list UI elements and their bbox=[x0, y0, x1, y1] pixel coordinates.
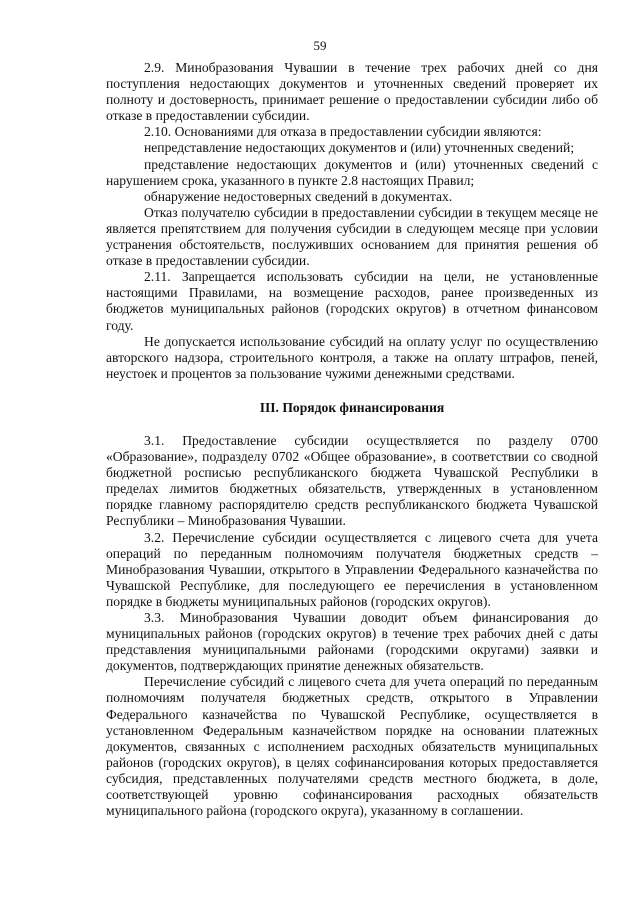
paragraph-prohibition: Не допускается использование субсидий на оплату услуг по осуществлению авторского надзора, строительного контроля, а также на оплату штрафов, пеней, неустоек и процентов за пользование чужими денежными средствами. bbox=[106, 333, 598, 381]
paragraph-3-3: 3.3. Минобразования Чувашии доводит объем финансирования до муниципальных районов (городских округов) в течение трех рабочих дней с даты представления муниципальными районами (городскими округами) заявки и документов, подтверждающих принятие денежных обязательств. bbox=[106, 610, 598, 674]
paragraph-2-9: 2.9. Минобразования Чувашии в течение трех рабочих дней со дня поступления недостающих документов и уточненных сведений проверяет их полноту и достоверность, принимает решение о предоставлении субсидии либо об отказе в предоставлении субсидии. bbox=[106, 60, 598, 124]
paragraph-transfer: Перечисление субсидий с лицевого счета для учета операций по переданным полномочиям получателя бюджетных средств, открытого в Управлении Федерального казначейства по Чувашской Республике, осуществляется в установленном Федеральным казначейством порядке на основании платежных документов, связанных с исполнением расходных обязательств муниципальных районов (городских округов), в целях софинансирования которых предоставляется субсидия, представленных получателями средств местного бюджета, в доле, соответствующей уровню софинансирования расходных обязательств муниципального района (городского округа), указанному в соглашении. bbox=[106, 674, 598, 819]
paragraph-2-11: 2.11. Запрещается использовать субсидии на цели, не установленные настоящими Правилами, на возмещение расходов, ранее произведенных из бюджетов муниципальных районов (городских округов) в отчетном финансовом году. bbox=[106, 269, 598, 333]
paragraph-2-10: 2.10. Основаниями для отказа в предоставлении субсидии являются: bbox=[144, 124, 542, 140]
paragraph-refusal-ground-3: обнаружение недостоверных сведений в документах. bbox=[144, 188, 453, 204]
page-number: 59 bbox=[313, 38, 327, 53]
paragraph-refusal-ground-1: непредставление недостающих документов и (или) уточненных сведений; bbox=[144, 140, 575, 156]
paragraph-3-1: 3.1. Предоставление субсидии осуществляется по разделу 0700 «Образование», подразделу 0702 «Общее образование», в соответствии со сводной бюджетной росписью республиканского бюджета Чувашской Республики в пределах лимитов бюджетных обязательств, утвержденных в установленном порядке главному распорядителю средств республиканского бюджета Чувашской Республики – Минобразования Чувашии. bbox=[106, 432, 598, 529]
paragraph-3-2: 3.2. Перечисление субсидии осуществляется с лицевого счета для учета операций по переданным полномочиям получателя бюджетных средств – Минобразования Чувашии, открытого в Управлении Федерального казначейства по Чувашской Республике, для последующего ее перечисления в установленном порядке в бюджеты муниципальных районов (городских округов). bbox=[106, 529, 598, 609]
paragraph-refusal-note: Отказ получателю субсидии в предоставлении субсидии в текущем месяце не является препятствием для получения субсидии в следующем месяце при условии устранения обстоятельств, послуживших основанием для принятия решения об отказе в предоставлении субсидии. bbox=[106, 204, 598, 269]
paragraph-refusal-ground-2: представление недостающих документов и (или) уточненных сведений с нарушением срока, указанного в пункте 2.8 настоящих Правил; bbox=[106, 156, 598, 188]
document-body bbox=[106, 60, 598, 819]
section-heading: III. Порядок финансирования bbox=[259, 399, 445, 415]
